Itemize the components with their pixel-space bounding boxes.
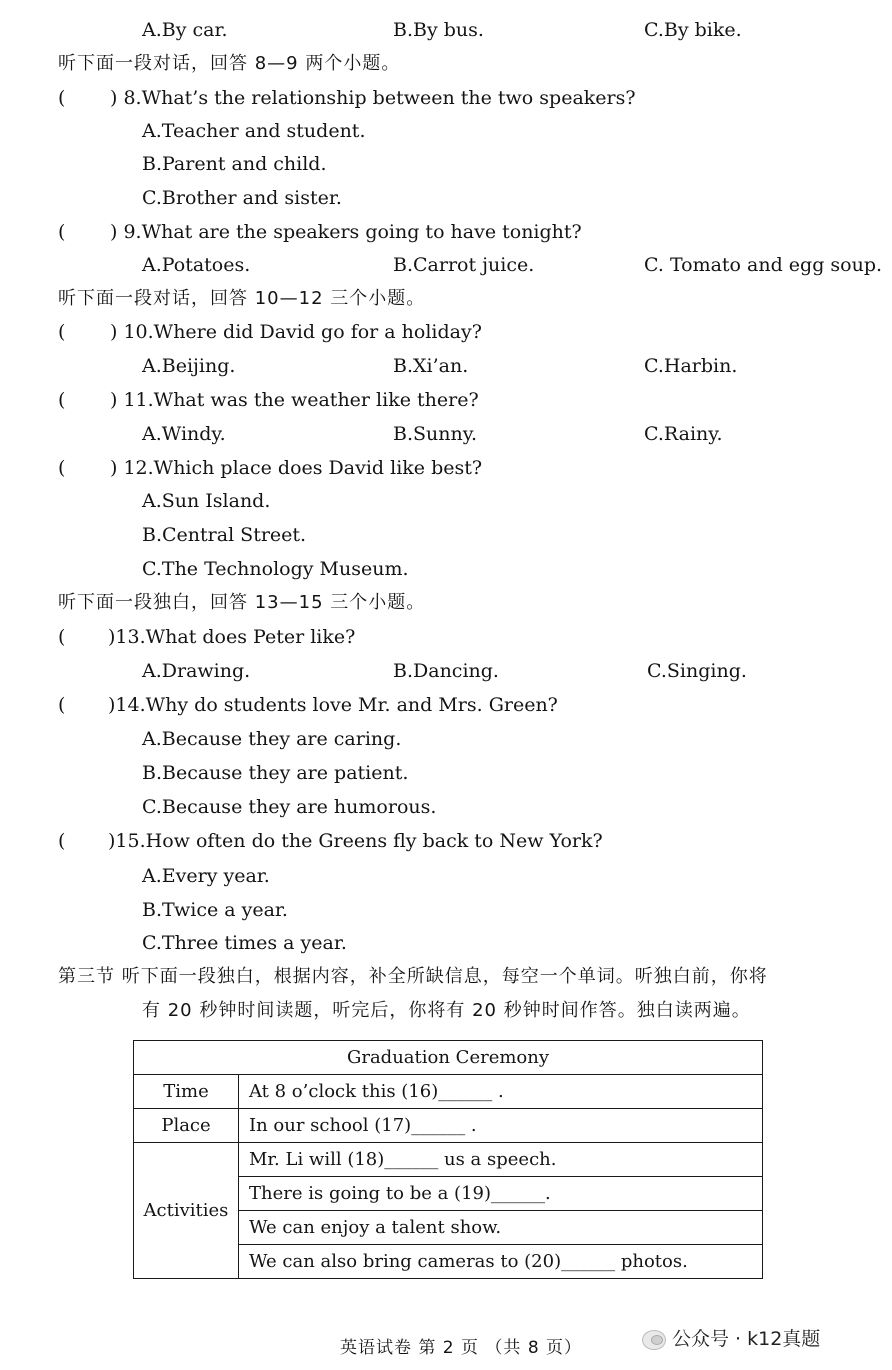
text-line: C.Singing. [647,660,747,682]
time-value: At 8 o’clock this (16)______ . [239,1075,763,1109]
text-line: A.Potatoes. [142,254,251,276]
text-line: C. Tomato and egg soup. [644,254,883,276]
text-line: A.Because they are caring. [142,728,402,750]
text-line: C.By bike. [644,19,742,41]
answer-blank: ( [58,221,66,243]
text-line: ) 10.Where did David go for a holiday? [110,321,482,343]
text-line: A.Windy. [142,423,226,445]
text-line: 听下面一段独白，回答 13—15 三个小题。 [58,592,426,613]
text-line: B.By bus. [393,19,484,41]
watermark [642,1324,820,1351]
activity-row: There is going to be a (19)______. [239,1177,763,1211]
answer-blank: ( [58,830,66,852]
time-label: Time [134,1075,239,1109]
text-line: A.Every year. [142,865,270,887]
answer-blank: ( [58,457,66,479]
text-line: C.Three times a year. [142,932,347,954]
text-line: )13.What does Peter like? [108,626,356,648]
text-line: C.The Technology Museum. [142,558,409,580]
text-line: A.Drawing. [142,660,251,682]
text-line: B.Carrot juice. [393,254,535,276]
text-line: C.Rainy. [644,423,723,445]
text-line: 听下面一段对话，回答 10—12 三个小题。 [58,288,426,309]
place-label: Place [134,1109,239,1143]
activity-row: We can also bring cameras to (20)______ photos. [239,1245,763,1279]
graduation-ceremony-table [133,1040,763,1279]
page-footer: 英语试卷 第 2 页 （共 8 页） [340,1338,583,1358]
answer-blank: ( [58,694,66,716]
text-line: 第三节 听下面一段独白，根据内容，补全所缺信息，每空一个单词。听独白前，你将 [58,966,768,987]
text-line: ) 11.What was the weather like there? [110,389,479,411]
table-title: Graduation Ceremony [134,1041,763,1075]
text-line: B.Because they are patient. [142,762,409,784]
text-line: A.By car. [142,19,228,41]
answer-blank: ( [58,87,66,109]
text-line: 有 20 秒钟时间读题，听完后，你将有 20 秒钟时间作答。独白读两遍。 [142,1000,751,1021]
text-line: A.Sun Island. [142,490,271,512]
activity-row: Mr. Li will (18)______ us a speech. [239,1143,763,1177]
answer-blank: ( [58,321,66,343]
text-line: C.Because they are humorous. [142,796,437,818]
text-line: ) 8.What’s the relationship between the two speakers? [110,87,636,109]
text-line: )14.Why do students love Mr. and Mrs. Green? [108,694,558,716]
wechat-icon [642,1330,666,1350]
text-line: B.Twice a year. [142,899,288,921]
activity-row: We can enjoy a talent show. [239,1211,763,1245]
answer-blank: ( [58,389,66,411]
text-line: )15.How often do the Greens fly back to New York? [108,830,603,852]
text-line: ) 9.What are the speakers going to have tonight? [110,221,582,243]
text-line: B.Sunny. [393,423,477,445]
text-line: B.Central Street. [142,524,307,546]
place-value: In our school (17)______ . [239,1109,763,1143]
text-line: C.Brother and sister. [142,187,342,209]
text-line: 听下面一段对话，回答 8—9 两个小题。 [58,53,401,74]
text-line: B.Xi’an. [393,355,469,377]
watermark-text: 公众号 · k12真题 [672,1328,821,1350]
text-line: ) 12.Which place does David like best? [110,457,483,479]
answer-blank: ( [58,626,66,648]
text-line: A.Beijing. [142,355,236,377]
activities-label: Activities [134,1143,239,1279]
text-line: B.Dancing. [393,660,499,682]
text-line: A.Teacher and student. [142,120,366,142]
text-line: C.Harbin. [644,355,738,377]
text-line: B.Parent and child. [142,153,327,175]
